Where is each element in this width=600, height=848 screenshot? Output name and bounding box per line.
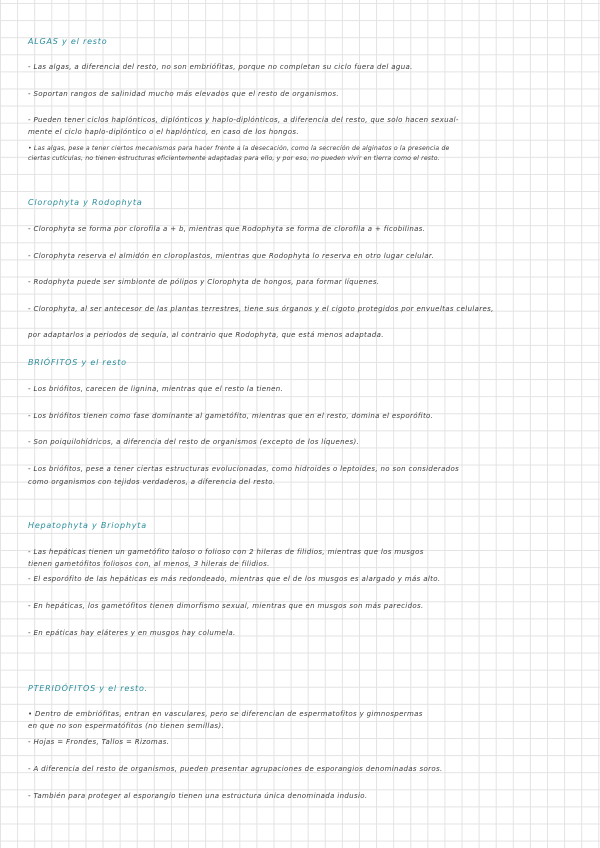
note-line: - También para proteger al esporangio tienen una estructura única denominada indusio.: [28, 792, 368, 800]
note-line: ciertas cutículas, no tienen estructuras eficientemente adaptadas para ello, y por eso, no pueden vivir en tierra como el resto.: [28, 155, 440, 162]
note-line: • Dentro de embriófitas, entran en vasculares, pero se diferencian de espermatofitos y gimnospermas: [28, 710, 423, 718]
note-line: - Soportan rangos de salinidad mucho más elevados que el resto de organismos.: [28, 90, 339, 98]
note-line: - A diferencia del resto de organismos, pueden presentar agrupaciones de esporangios denominadas soros.: [28, 765, 443, 773]
section-heading-hepatophyta-briophyta: Hepatophyta y Briophyta: [28, 521, 147, 530]
section-heading-briofitos: BRIÓFITOS y el resto: [28, 358, 127, 367]
section-heading-clorophyta-rodophyta: Clorophyta y Rodophyta: [28, 198, 143, 207]
note-line: por adaptarlos a periodos de sequía, al contrario que Rodophyta, que está menos adaptada.: [28, 331, 384, 339]
note-line: - Clorophyta se forma por clorofila a + b, mientras que Rodophyta se forma de clorofila a + ficobilinas.: [28, 225, 426, 233]
note-line: - Pueden tener ciclos haplónticos, diplónticos y haplo-diplónticos, a diferencia del resto, que solo hacen sexual-: [28, 116, 459, 124]
section-heading-algas: ALGAS y el resto: [28, 37, 108, 46]
note-line: - Son poiquilohídricos, a diferencia del resto de organismos (excepto de los líquenes).: [28, 438, 360, 446]
note-line: - Hojas = Frondes, Tallos = Rizomas.: [28, 738, 170, 746]
note-line: - Las algas, a diferencia del resto, no son embriófitas, porque no completan su ciclo fuera del agua.: [28, 63, 413, 71]
section-heading-pteridofitos: PTERIDÓFITOS y el resto.: [28, 684, 149, 693]
note-line: • Las algas, pese a tener ciertos mecanismos para hacer frente a la desecación, como la secreción de alginatos o la presencia de: [28, 145, 450, 152]
note-line: - Las hepáticas tienen un gametófito taloso o folioso con 2 hileras de filidios, mientras que los musgos: [28, 548, 424, 556]
note-line: - Los briófitos, carecen de lignina, mientras que el resto la tienen.: [28, 385, 284, 393]
note-line: - Los briófitos tienen como fase dominante al gametófito, mientras que en el resto, domina el esporófito.: [28, 412, 434, 420]
note-line: - El esporófito de las hepáticas es más redondeado, mientras que el de los musgos es alargado y más alto.: [28, 575, 441, 583]
note-line: - Clorophyta, al ser antecesor de las plantas terrestres, tiene sus órganos y el cigoto protegidos por envueltas celulares,: [28, 305, 494, 313]
note-line: - En hepáticas, los gametófitos tienen dimorfismo sexual, mientras que en musgos son más parecidos.: [28, 602, 424, 610]
note-line: - Clorophyta reserva el almidón en cloroplastos, mientras que Rodophyta lo reserva en otro lugar celular.: [28, 252, 435, 260]
note-line: tienen gametófitos foliosos con, al menos, 3 hileras de filidios.: [28, 560, 270, 568]
note-line: en que no son espermatófitos (no tienen semillas).: [28, 722, 225, 730]
note-line: mente el ciclo haplo-diplóntico o el haplóntico, en caso de los hongos.: [28, 128, 299, 136]
note-line: - Rodophyta puede ser simbionte de pólipos y Clorophyta de hongos, para formar líquenes.: [28, 278, 380, 286]
note-line: - En epáticas hay eláteres y en musgos hay columela.: [28, 629, 236, 637]
note-line: - Los briófitos, pese a tener ciertas estructuras evolucionadas, como hidroides o leptoides, no son considerados: [28, 465, 460, 473]
note-line: como organismos con tejidos verdaderos, a diferencia del resto.: [28, 478, 276, 486]
